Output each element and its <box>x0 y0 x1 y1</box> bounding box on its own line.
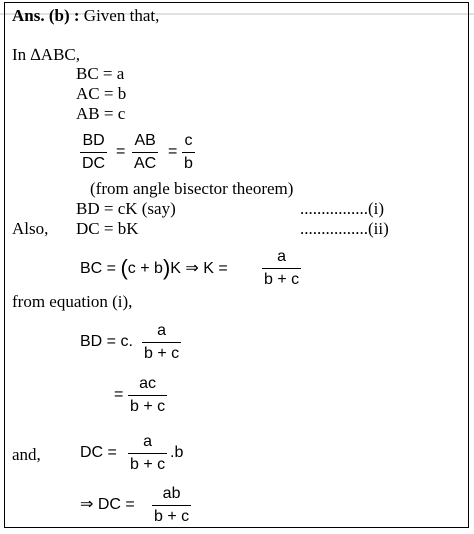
fraction-a-over-bc <box>142 322 181 363</box>
fraction-denominator: b + c <box>154 508 190 525</box>
fraction-denominator: DC <box>82 155 106 172</box>
bd-equals-ck: BD = cK (say) <box>76 199 176 218</box>
and-label: and, <box>12 445 41 464</box>
bc-expression <box>80 255 228 280</box>
fraction-numerator: a <box>157 322 167 339</box>
fraction-ab-over-bc <box>152 485 191 526</box>
fraction-bar <box>132 152 158 153</box>
answer-intro: Given that, <box>83 6 160 25</box>
times-b: .b <box>170 444 184 461</box>
from-equation-label: from equation (i), <box>12 292 133 311</box>
ab-equals-c: AB = c <box>76 104 126 123</box>
fraction-numerator: ac <box>139 375 157 392</box>
fraction-c-b <box>182 132 195 173</box>
equals-sign: = <box>168 143 178 160</box>
dc-expression-lhs: DC = <box>80 444 117 461</box>
expr-lhs: BC = <box>80 260 117 277</box>
fraction-numerator: ab <box>162 485 181 502</box>
fraction-denominator: b <box>184 155 193 172</box>
fraction-denominator: b + c <box>264 271 300 288</box>
equation-ii-label: ................(ii) <box>300 219 389 238</box>
fraction-denominator: b + c <box>144 345 180 362</box>
fraction-bar <box>182 152 195 153</box>
also-label: Also, <box>12 219 49 238</box>
fraction-bar <box>128 453 167 454</box>
fraction-numerator: c <box>184 132 193 149</box>
fraction-a-over-bc <box>128 433 167 474</box>
fraction-numerator: AB <box>134 132 156 149</box>
fraction-bd-dc <box>80 132 107 173</box>
fraction-denominator: AC <box>134 155 157 172</box>
in-triangle-abc: In ∆ABC, <box>12 45 81 64</box>
fraction-numerator: BD <box>82 132 105 149</box>
fraction-ac-over-bc <box>128 375 167 416</box>
theorem-note: (from angle bisector theorem) <box>90 179 294 198</box>
dc-equals-bk: DC = bK <box>76 219 139 238</box>
bd-expression-lhs: BD = c. <box>80 333 133 350</box>
answer-header <box>12 6 159 26</box>
fraction-numerator: a <box>143 433 153 450</box>
bc-equals-a: BC = a <box>76 64 125 83</box>
final-expression-lhs: ⇒ DC = <box>80 496 135 513</box>
fraction-denominator: b + c <box>130 398 166 415</box>
fraction-bar <box>262 268 301 269</box>
fraction-bar <box>80 152 107 153</box>
equals-sign: = <box>116 143 126 160</box>
close-paren: ) <box>162 255 171 280</box>
expr-after: K ⇒ K = <box>170 260 228 277</box>
answer-box <box>4 2 469 528</box>
fraction-denominator: b + c <box>130 456 166 473</box>
fraction-bar <box>152 505 191 506</box>
answer-label: Ans. (b) : <box>12 6 80 25</box>
fraction-bar <box>142 342 181 343</box>
fraction-ab-ac <box>132 132 158 173</box>
fraction-bar <box>128 395 167 396</box>
equation-i-label: ................(i) <box>300 199 385 218</box>
equals-sign: = <box>114 386 124 403</box>
fraction-numerator: a <box>277 248 287 265</box>
expr-inner: c + b <box>127 260 163 277</box>
ac-equals-b: AC = b <box>76 84 127 103</box>
open-paren: ( <box>120 255 128 280</box>
fraction-k-value <box>262 248 301 289</box>
